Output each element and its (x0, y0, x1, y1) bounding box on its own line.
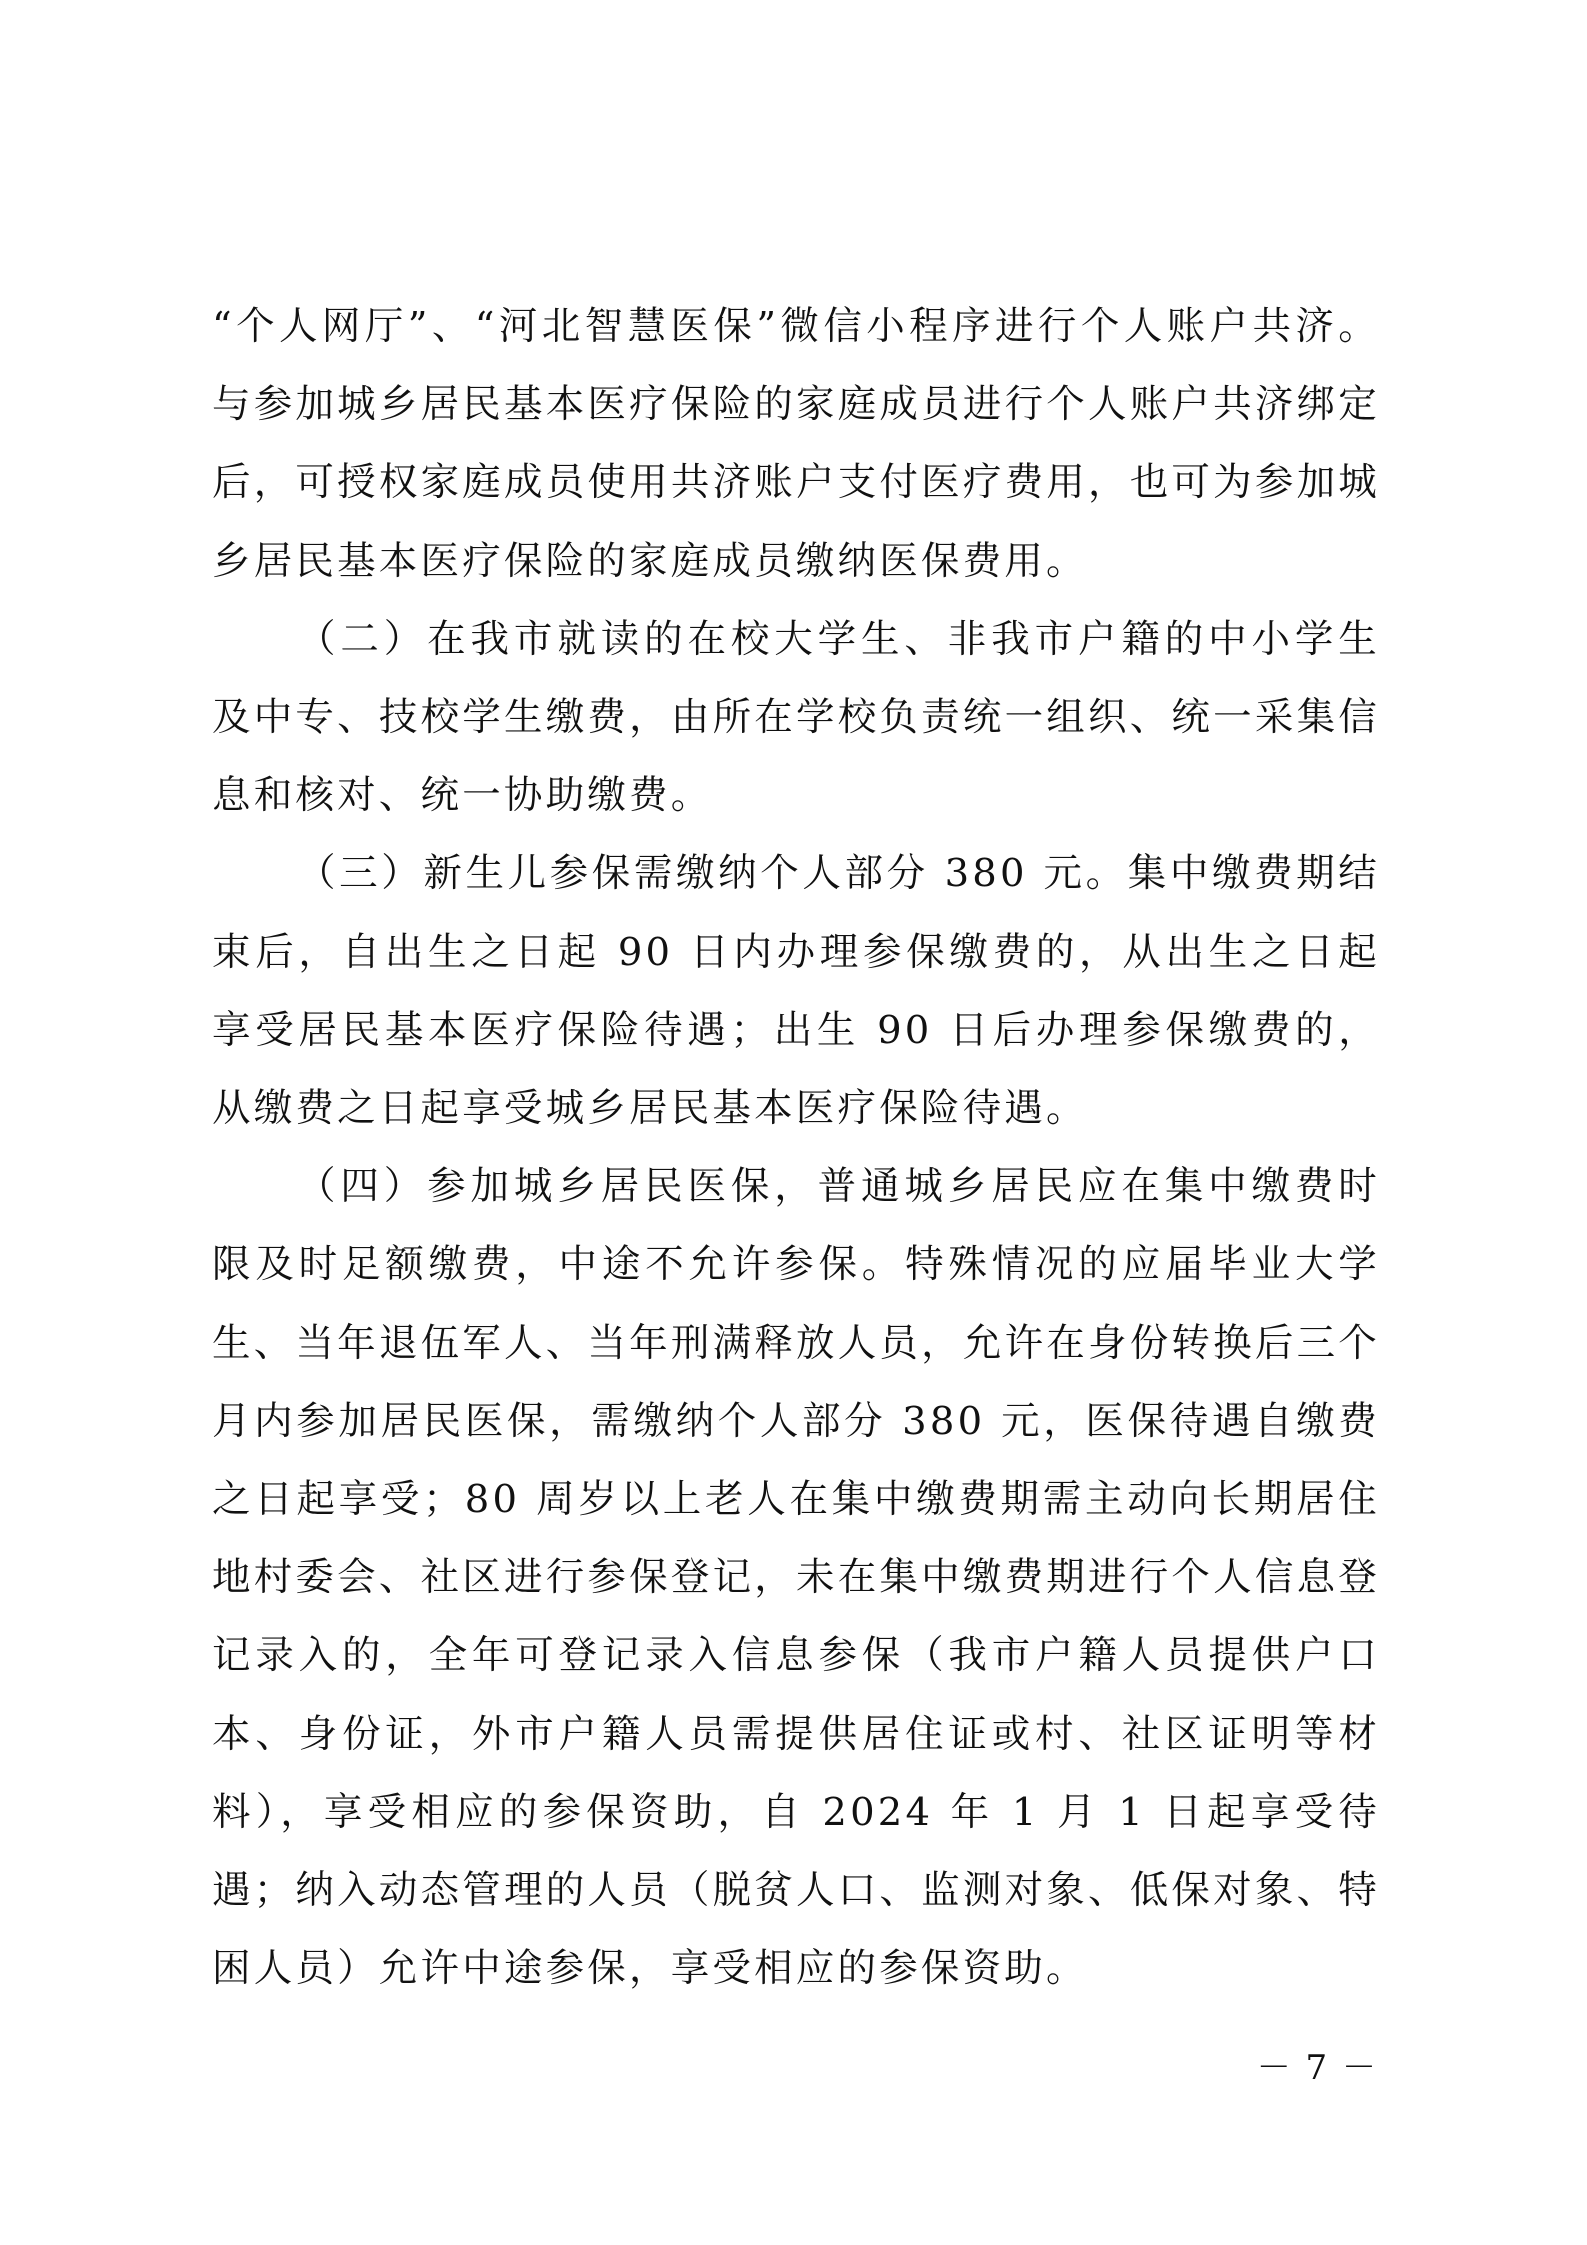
paragraph-account-sharing: “个人网厅”、“河北智慧医保”微信小程序进行个人账户共济。与参加城乡居民基本医疗保险的家庭成员进行个人账户共济绑定后，可授权家庭成员使用共济账户支付医疗费用，也可为参加城乡居民基本医疗保险的家庭成员缴纳医保费用。 (212, 304, 1381, 584)
paragraph-newborn-insurance: （三）新生儿参保需缴纳个人部分 380 元。集中缴费期结束后，自出生之日起 90 日内办理参保缴费的，从出生之日起享受居民基本医疗保险待遇；出生 90 日后办理参保缴费的，从缴费之日起享受城乡居民基本医疗保险待遇。 (212, 851, 1380, 1132)
document-body (212, 288, 1380, 2008)
paragraph-student-payment: （二）在我市就读的在校大学生、非我市户籍的中小学生及中专、技校学生缴费，由所在学校负责统一组织、统一采集信息和核对、统一协助缴费。 (212, 616, 1380, 819)
paragraph-resident-enrollment: （四）参加城乡居民医保，普通城乡居民应在集中缴费时限及时足额缴费，中途不允许参保。特殊情况的应届毕业大学生、当年退伍军人、当年刑满释放人员，允许在身份转换后三个月内参加居民医保，需缴纳个人部分 380 元，医保待遇自缴费之日起享受；80 周岁以上老人在集中缴费期需主动向长期居住地村委会、社区进行参保登记，未在集中缴费期进行个人信息登记录入的，全年可登记录入信息参保（我市户籍人员提供户口本、身份证，外市户籍人员需提供居住证或村、社区证明等材料），享受相应的参保资助，自 2024 年 1 月 1 日起享受待遇；纳入动态管理的人员（脱贫人口、监测对象、低保对象、特困人员）允许中途参保，享受相应的参保资助。 (212, 1164, 1380, 1992)
page-number: － 7 － (1256, 2048, 1378, 2088)
